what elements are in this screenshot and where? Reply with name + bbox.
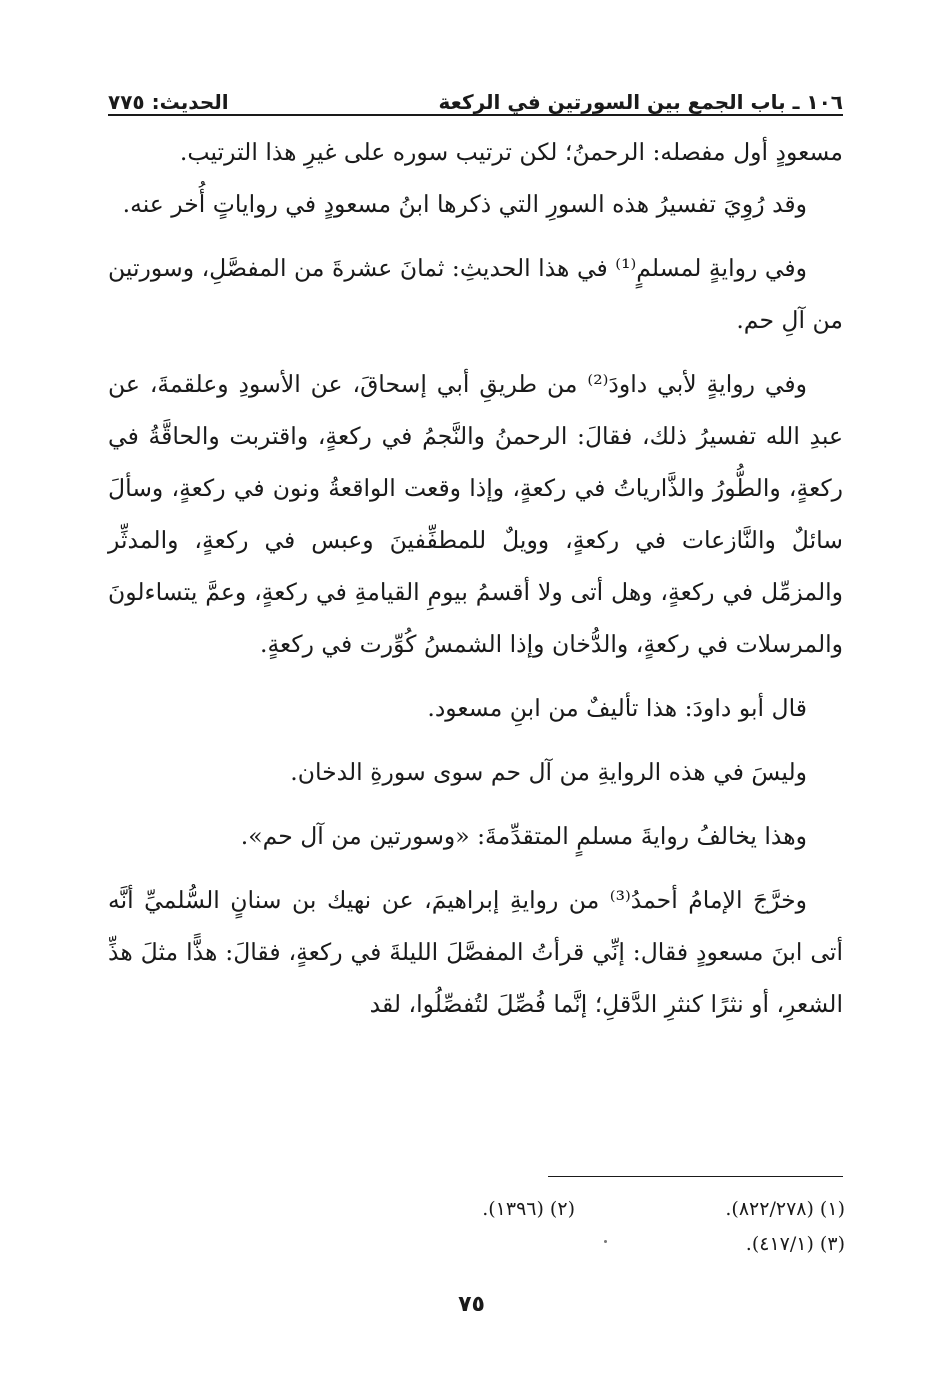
paragraph: وقد رُوِيَ تفسيرُ هذه السورِ التي ذكرها ابنُ مسعودٍ في رواياتٍ أُخر عنه. — [122, 190, 807, 218]
paragraph: قال أبو داودَ: هذا تأليفٌ من ابنِ مسعود. — [427, 694, 807, 722]
footnote-row — [300, 1227, 845, 1262]
paragraph: وهذا يخالفُ روايةَ مسلمٍ المتقدِّمةَ: «وسورتين من آل حم». — [240, 822, 807, 850]
chapter-title: ١٠٦ ـ باب الجمع بين السورتين في الركعة — [438, 90, 843, 114]
footnote-row — [300, 1192, 845, 1227]
footnotes — [300, 1192, 845, 1262]
footnote-1: (١) (٨٢٢/٢٧٨). — [725, 1198, 845, 1220]
main-text — [108, 126, 843, 1030]
paragraph: وفي روايةٍ لمسلمٍ⁽¹⁾ في هذا الحديثِ: ثمانَ عشرةَ من المفصَّلِ، وسورتين من آلِ حم. — [108, 254, 843, 334]
footnote-2: (٢) (١٣٩٦). — [482, 1198, 575, 1220]
paragraph: وفي روايةٍ لأبي داودَ⁽²⁾ من طريقِ أبي إسحاقَ، عن الأسودِ وعلقمةَ، عن عبدِ الله تفسيرُ ذلك، فقالَ: الرحمنُ والنَّجمُ في ركعةٍ، واقتربت والحاقَّةُ في ركعةٍ، والطُّورُ والذَّارياتُ في ركعةٍ، وإذا وقعت الواقعةُ ونون في ركعةٍ، وسألَ سائلٌ والنَّازعات في ركعةٍ، وويلٌ للمطفِّفينَ وعبس في ركعةٍ، والمدثِّر والمزمِّل في ركعةٍ، وهل أتى ولا أقسمُ بيومِ القيامةِ في ركعةٍ، وعمَّ يتساءلونَ والمرسلات في ركعةٍ، والدُّخان وإذا الشمسُ كُوِّرت في ركعةٍ. — [108, 370, 843, 658]
paragraph: وخرَّجَ الإمامُ أحمدُ⁽³⁾ من روايةِ إبراهيمَ، عن نهيك بن سنانٍ السُّلميِّ أنَّه أتى ابنَ مسعودٍ فقال: إنِّي قرأتُ المفصَّلَ الليلةَ في ركعةٍ، فقالَ: هذًّا مثلَ هذِّ الشعرِ، أو نثرًا كنثرِ الدَّقلِ؛ إنَّما فُصِّلَ لتُفصِّلُوا، لقد — [108, 886, 843, 1018]
header-rule — [108, 114, 843, 116]
scan-speck — [604, 1240, 607, 1243]
running-header — [108, 78, 843, 114]
hadith-number: الحديث: ٧٧٥ — [108, 90, 229, 114]
paragraph: وليسَ في هذه الروايةِ من آل حم سوى سورةِ الدخان. — [290, 758, 807, 786]
footnote-3: (٣) (٤١٧/١). — [745, 1233, 845, 1255]
footnote-rule — [548, 1176, 843, 1177]
page-number: ٧٥ — [458, 1292, 485, 1317]
paragraph: مسعودٍ أول مفصله: الرحمنُ؛ لكن ترتيب سوره على غيرِ هذا الترتيب. — [179, 138, 843, 166]
